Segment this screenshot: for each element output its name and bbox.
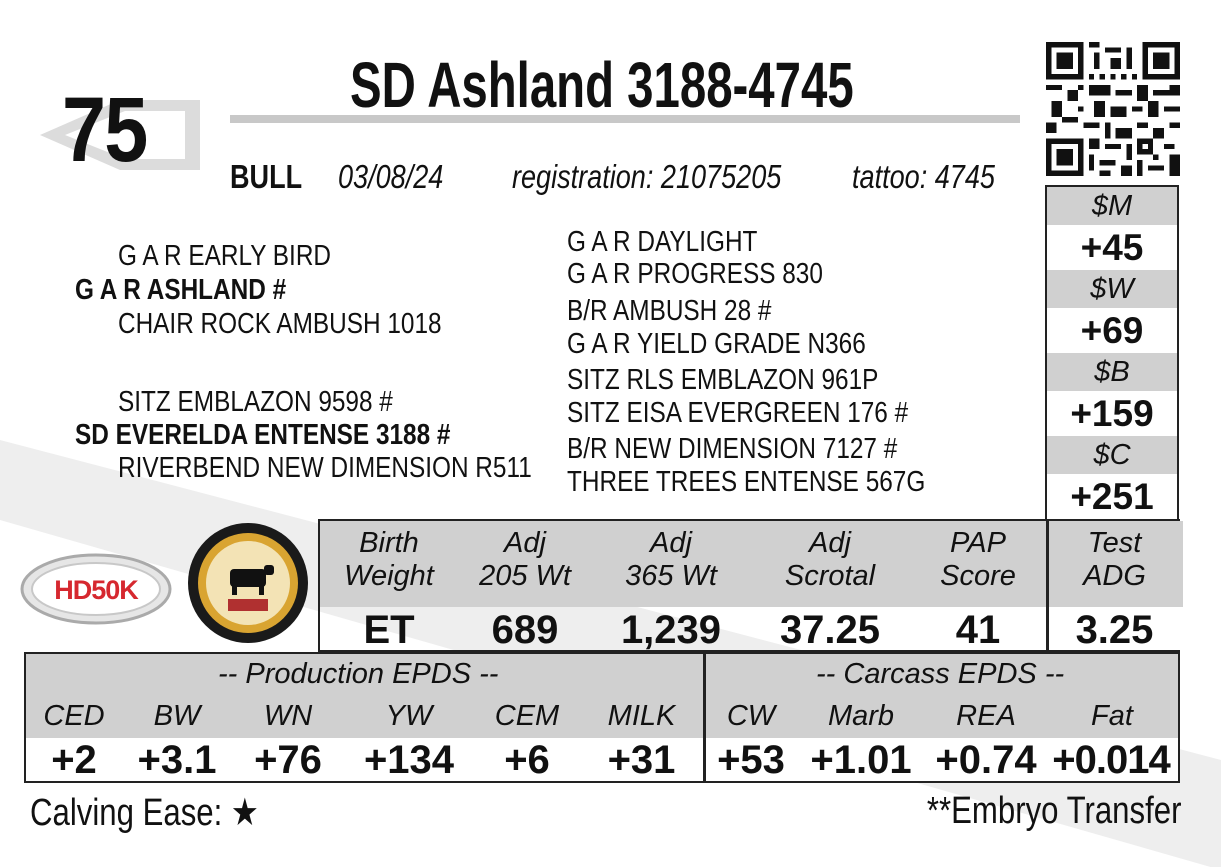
epd-col-cem: CEM (494, 700, 560, 732)
perf-divider (1046, 607, 1049, 652)
epd-value-milk: +31 (607, 738, 676, 782)
epd-value-bw: +3.1 (137, 738, 217, 782)
epd-col-wn: WN (263, 700, 313, 732)
tattoo-number: tattoo: 4745 (852, 158, 995, 195)
index-value-m: +45 (1047, 225, 1177, 270)
certified-seal-logo (186, 521, 310, 645)
perf-header-adj-365: Adj 365 Wt (625, 527, 717, 592)
production-epds-title: -- Production EPDS -- (218, 658, 499, 690)
epd-col-marb: Marb (827, 700, 895, 732)
epd-col-ced: CED (43, 700, 105, 732)
pedigree-ancestor: SITZ EISA EVERGREEN 176 # (567, 397, 909, 429)
perf-value-pap-score: 41 (955, 608, 1001, 652)
perf-header-pap-score: PAP Score (940, 527, 1016, 592)
epd-table (24, 652, 1180, 783)
calving-ease-rating: Calving Ease: ★ (30, 792, 259, 834)
pedigree-ancestor: G A R PROGRESS 830 (567, 258, 823, 290)
pedigree-sire: G A R ASHLAND # (75, 274, 287, 306)
pedigree-dam: SD EVERELDA ENTENSE 3188 # (75, 419, 451, 451)
epd-value-ced: +2 (51, 738, 97, 782)
pedigree-sire-dam: CHAIR ROCK AMBUSH 1018 (118, 308, 442, 340)
epd-col-bw: BW (153, 700, 201, 732)
pedigree-dam-sire: SITZ EMBLAZON 9598 # (118, 386, 393, 418)
index-label-b: $B (1047, 353, 1177, 391)
epd-value-yw: +134 (363, 738, 455, 782)
perf-value-test-adg: 3.25 (1075, 608, 1154, 652)
pedigree-ancestor: B/R NEW DIMENSION 7127 # (567, 433, 898, 465)
pedigree-sire-sire: G A R EARLY BIRD (118, 240, 332, 272)
perf-value-adj-365: 1,239 (620, 608, 722, 652)
index-value-w: +69 (1047, 308, 1177, 353)
epd-value-cem: +6 (504, 738, 550, 782)
index-value-c: +251 (1047, 474, 1177, 519)
perf-value-adj-scrotal: 37.25 (779, 608, 881, 652)
registration-number: registration: 21075205 (512, 158, 782, 195)
epd-col-milk: MILK (607, 700, 676, 732)
index-label-w: $W (1047, 270, 1177, 308)
birth-date: 03/08/24 (338, 158, 444, 195)
epd-value-wn: +76 (254, 738, 322, 782)
embryo-transfer-note: **Embryo Transfer (926, 790, 1181, 832)
epd-col-cw: CW (726, 700, 776, 732)
lot-number: 75 (62, 79, 147, 181)
perf-value-birth-weight: ET (363, 608, 415, 652)
pedigree-ancestor: B/R AMBUSH 28 # (567, 295, 772, 327)
epd-value-rea: +0.74 (935, 738, 1037, 782)
pedigree-ancestor: G A R YIELD GRADE N366 (567, 328, 866, 360)
perf-header-adj-scrotal: Adj Scrotal (784, 527, 876, 592)
perf-header-test-adg: Test ADG (1083, 527, 1146, 592)
epd-col-fat: Fat (1091, 700, 1133, 732)
performance-table (318, 519, 1180, 652)
carcass-epds-title: -- Carcass EPDS -- (816, 658, 1065, 690)
index-label-m: $M (1047, 187, 1177, 225)
epd-col-yw: YW (385, 700, 433, 732)
index-value-b: +159 (1047, 391, 1177, 436)
epd-value-cw: +53 (717, 738, 785, 782)
dollar-index-column (1045, 185, 1179, 519)
perf-header-birth-weight: Birth Weight (344, 527, 434, 592)
qr-code[interactable] (1046, 42, 1180, 176)
animal-name: SD Ashland 3188-4745 (350, 49, 854, 121)
pedigree-ancestor: THREE TREES ENTENSE 567G (567, 466, 926, 498)
pedigree-dam-dam: RIVERBEND NEW DIMENSION R511 (118, 452, 532, 484)
perf-value-adj-205: 689 (491, 608, 559, 652)
animal-sex: BULL (230, 158, 303, 195)
hd50k-logo (20, 553, 172, 625)
epd-value-fat: +0.014 (1052, 738, 1170, 782)
perf-header-adj-205: Adj 205 Wt (479, 527, 571, 592)
epd-value-marb: +1.01 (810, 738, 912, 782)
pedigree-ancestor: SITZ RLS EMBLAZON 961P (567, 364, 879, 396)
epd-col-rea: REA (956, 700, 1016, 732)
index-label-c: $C (1047, 436, 1177, 474)
pedigree-ancestor: G A R DAYLIGHT (567, 226, 758, 258)
svg-text:HD50K: HD50K (54, 575, 138, 605)
